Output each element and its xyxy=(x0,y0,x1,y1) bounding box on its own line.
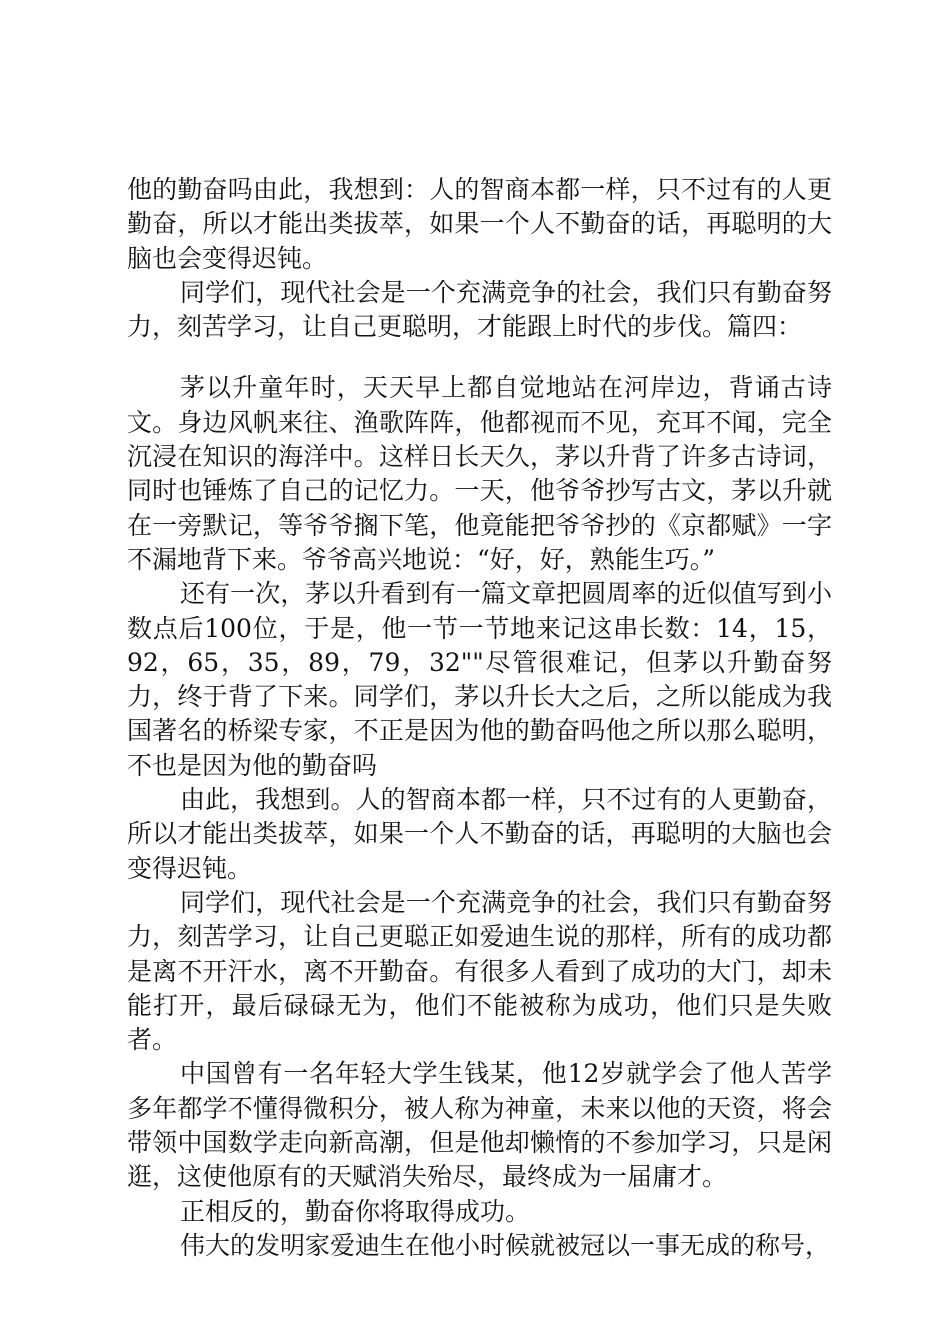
document-body xyxy=(127,173,832,1263)
paragraph: 由此，我想到。人的智商本都一样，只不过有的人更勤奋，所以才能出类拔萃，如果一个人不勤奋的话，再聪明的大脑也会变得迟钝。 xyxy=(127,785,832,883)
paragraph: 还有一次，茅以升看到有一篇文章把圆周率的近似值写到小数点后100位，于是，他一节一节地来记这串长数：14，15，92，65，35，89，79，32""尽管很难记，但茅以升勤奋努力，终于背了下来。同学们，茅以升长大之后，之所以能成为我国著名的桥梁专家，不正是因为他的勤奋吗他之所以那么聪明，不也是因为他的勤奋吗 xyxy=(127,579,832,780)
paragraph-gap xyxy=(127,344,832,371)
paragraph: 中国曾有一名年轻大学生钱某，他12岁就学会了他人苦学多年都学不懂得微积分，被人称为神童，未来以他的天资，将会带领中国数学走向新高潮，但是他却懒惰的不参加学习，只是闲逛，这使他原有的天赋消失殆尽，最终成为一届庸才。 xyxy=(127,1059,832,1192)
paragraph: 同学们，现代社会是一个充满竞争的社会，我们只有勤奋努力，刻苦学习，让自己更聪明，才能跟上时代的步伐。篇四： xyxy=(127,277,832,342)
paragraph: 伟大的发明家爱迪生在他小时候就被冠以一事无成的称号， xyxy=(180,1230,831,1260)
paragraph: 他的勤奋吗由此，我想到：人的智商本都一样，只不过有的人更勤奋，所以才能出类拔萃，如果一个人不勤奋的话，再聪明的大脑也会变得迟钝。 xyxy=(127,175,832,273)
paragraph: 正相反的，勤奋你将取得成功。 xyxy=(180,1196,531,1226)
paragraph: 茅以升童年时，天天早上都自觉地站在河岸边，背诵古诗文。身边风帆来往、渔歌阵阵，他都视而不见，充耳不闻，完全沉浸在知识的海洋中。这样日长天久，茅以升背了许多古诗词，同时也锤炼了自己的记忆力。一天，他爷爷抄写古文，茅以升就在一旁默记，等爷爷搁下笔，他竟能把爷爷抄的《京都赋》一字不漏地背下来。爷爷高兴地说：“好，好，熟能生巧。” xyxy=(127,373,832,574)
paragraph: 同学们，现代社会是一个充满竞争的社会，我们只有勤奋努力，刻苦学习，让自己更聪正如爱迪生说的那样，所有的成功都是离不开汗水，离不开勤奋。有很多人看到了成功的大门，却未能打开，最后碌碌无为，他们不能被称为成功，他们只是失败者。 xyxy=(127,887,832,1055)
